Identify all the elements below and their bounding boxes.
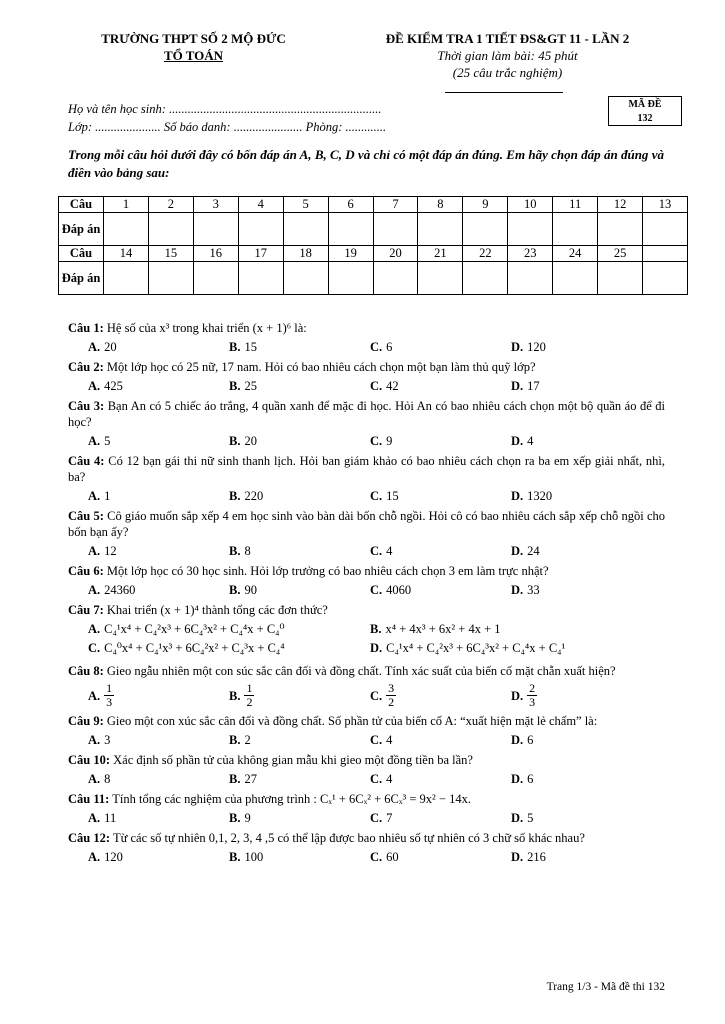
answer-cell[interactable] — [598, 213, 643, 246]
answer-cell[interactable] — [508, 213, 553, 246]
question-number-cell: 23 — [508, 246, 553, 262]
option-list — [68, 543, 665, 559]
answer-option[interactable] — [370, 433, 511, 449]
question-number-cell: 1 — [104, 197, 149, 213]
question-count: (25 câu trắc nghiệm) — [452, 65, 563, 80]
answer-option[interactable] — [88, 849, 229, 865]
option-list — [68, 771, 665, 787]
answer-option[interactable] — [229, 339, 370, 355]
option-value: 6 — [527, 733, 534, 747]
page-footer: Trang 1/3 - Mã đề thi 132 — [546, 981, 665, 993]
answer-option[interactable] — [511, 849, 652, 865]
option-value: 3 — [104, 733, 111, 747]
school-header — [66, 30, 321, 64]
answer-cell[interactable] — [553, 213, 598, 246]
question-number-cell: 15 — [148, 246, 193, 262]
option-letter: A. — [88, 811, 101, 825]
option-letter: C. — [370, 489, 383, 503]
exam-code-value: 132 — [637, 113, 653, 124]
option-letter: D. — [511, 772, 524, 786]
option-value: 9 — [244, 811, 251, 825]
exam-time: Thời gian làm bài: 45 phút — [437, 48, 578, 63]
option-value: 4060 — [386, 583, 412, 597]
option-letter: B. — [229, 772, 241, 786]
answer-cell[interactable] — [193, 262, 238, 295]
option-value: 11 — [104, 811, 117, 825]
option-value: 4 — [386, 544, 393, 558]
answer-table-number-row — [59, 246, 688, 262]
option-value: 33 — [527, 583, 540, 597]
option-letter: A. — [88, 489, 101, 503]
option-letter: A. — [88, 583, 101, 597]
option-list — [68, 849, 665, 865]
option-value: 2 — [244, 733, 251, 747]
answer-option[interactable] — [370, 732, 511, 748]
answer-cell[interactable] — [148, 262, 193, 295]
option-value: 60 — [386, 850, 399, 864]
option-value: 100 — [244, 850, 264, 864]
question-text — [68, 320, 665, 336]
option-value: 216 — [527, 850, 546, 864]
option-value: 8 — [104, 772, 111, 786]
answer-cell[interactable] — [553, 262, 598, 295]
answer-option[interactable] — [229, 433, 370, 449]
question-number-cell: 22 — [463, 246, 508, 262]
question-number-cell: 14 — [104, 246, 149, 262]
question-text — [68, 713, 665, 729]
answer-table-answer-row — [59, 262, 688, 295]
answer-option[interactable] — [511, 732, 652, 748]
option-fraction — [527, 682, 537, 709]
question-number-cell: 17 — [238, 246, 283, 262]
option-letter: D. — [511, 379, 524, 393]
option-value: 9 — [386, 434, 393, 448]
question-text — [68, 508, 665, 540]
question-label: Câu 1: — [68, 321, 104, 335]
option-letter: A. — [88, 622, 101, 636]
option-letter: C. — [370, 733, 383, 747]
header-divider — [445, 92, 563, 93]
question — [68, 359, 665, 394]
answer-option[interactable] — [88, 682, 229, 709]
option-value: 12 — [104, 544, 117, 558]
question-text — [68, 752, 665, 768]
fraction-numerator: 1 — [106, 681, 113, 695]
question-label: Câu 10: — [68, 753, 111, 767]
option-letter: D. — [511, 850, 524, 864]
question-body: Xác định số phần tử của không gian mẫu khi gieo một đồng tiền ba lần? — [113, 753, 473, 767]
option-letter: D. — [370, 641, 383, 655]
question-label: Câu 3: — [68, 399, 105, 413]
option-letter: B. — [229, 733, 241, 747]
question-body: Bạn An có 5 chiếc áo trắng, 4 quần xanh để mặc đi học. Hỏi An có bao nhiêu cách chọn một bộ quần áo để đi học? — [68, 399, 665, 429]
answer-cell[interactable] — [283, 213, 328, 246]
exam-code-label: MÃ ĐỀ — [628, 99, 662, 110]
answer-option[interactable] — [88, 378, 229, 394]
option-value: 27 — [244, 772, 257, 786]
answer-option[interactable] — [229, 810, 370, 826]
answer-option[interactable] — [511, 582, 652, 598]
option-list — [68, 488, 665, 504]
option-value: 17 — [527, 379, 540, 393]
option-list — [68, 582, 665, 598]
answer-option[interactable] — [370, 378, 511, 394]
question-label: Câu 7: — [68, 603, 104, 617]
option-value: 15 — [386, 489, 399, 503]
option-value: 20 — [104, 340, 117, 354]
question-number-cell: 19 — [328, 246, 373, 262]
option-letter: B. — [229, 489, 241, 503]
question-number-cell: 3 — [193, 197, 238, 213]
answer-cell[interactable] — [418, 213, 463, 246]
answer-option[interactable] — [88, 488, 229, 504]
school-name: TRƯỜNG THPT SỐ 2 MỘ ĐỨC — [101, 31, 286, 46]
answer-option[interactable] — [88, 810, 229, 826]
option-letter: B. — [229, 811, 241, 825]
option-list — [68, 621, 665, 659]
option-letter: C. — [370, 544, 383, 558]
answer-option[interactable] — [370, 621, 652, 637]
option-value: 7 — [386, 811, 393, 825]
answer-option[interactable] — [229, 682, 370, 709]
question-label: Câu 11: — [68, 792, 110, 806]
question-text — [68, 398, 665, 430]
option-letter: A. — [88, 544, 101, 558]
exam-title: ĐỀ KIỂM TRA 1 TIẾT ĐS&GT 11 - LẦN 2 — [385, 31, 630, 46]
option-value: 5 — [527, 811, 534, 825]
answer-option[interactable] — [88, 582, 229, 598]
answer-cell[interactable] — [508, 262, 553, 295]
answer-cell[interactable] — [418, 262, 463, 295]
option-value: 8 — [244, 544, 251, 558]
option-value: 24360 — [104, 583, 136, 597]
option-row — [88, 621, 665, 637]
question-number-cell — [643, 246, 688, 262]
option-letter: C. — [88, 641, 101, 655]
question — [68, 791, 665, 826]
answer-option[interactable] — [511, 433, 652, 449]
class-id-room-line: Lớp: ..................... Số báo danh: ...................... Phòng: ............. — [68, 120, 387, 134]
answer-option[interactable] — [511, 810, 652, 826]
answer-option[interactable] — [88, 339, 229, 355]
option-value: 4 — [527, 434, 534, 448]
question-number-cell: 24 — [553, 246, 598, 262]
answer-label-cell: Đáp án — [59, 262, 104, 295]
option-letter: C. — [370, 688, 383, 703]
question — [68, 663, 665, 709]
answer-cell[interactable] — [148, 213, 193, 246]
option-value: x⁴ + 4x³ + 6x² + 4x + 1 — [385, 622, 501, 636]
question-text — [68, 602, 665, 618]
fraction-denominator: 2 — [246, 695, 253, 709]
answer-option[interactable] — [370, 339, 511, 355]
option-letter: A. — [88, 733, 101, 747]
option-value: 120 — [104, 850, 123, 864]
answer-cell[interactable] — [193, 213, 238, 246]
option-value: 6 — [527, 772, 534, 786]
option-letter: A. — [88, 340, 101, 354]
option-letter: B. — [229, 583, 241, 597]
answer-cell[interactable] — [598, 262, 643, 295]
question-body: Khai triển (x + 1)⁴ thành tổng các đơn thức? — [106, 603, 328, 617]
option-letter: A. — [88, 434, 101, 448]
answer-label-cell: Đáp án — [59, 213, 104, 246]
question-number-cell: 13 — [643, 197, 688, 213]
question-number-cell: 21 — [418, 246, 463, 262]
option-value: 24 — [527, 544, 540, 558]
option-letter: B. — [229, 379, 241, 393]
option-value: 5 — [104, 434, 111, 448]
option-list — [68, 433, 665, 449]
question-body: Từ các số tự nhiên 0,1, 2, 3, 4 ,5 có thể lập được bao nhiêu số tự nhiên có 3 chữ số khác nhau? — [112, 831, 585, 845]
answer-cell[interactable] — [373, 213, 418, 246]
question-number-cell: 8 — [418, 197, 463, 213]
question-number-cell: 4 — [238, 197, 283, 213]
option-list — [68, 378, 665, 394]
option-letter: C. — [370, 583, 383, 597]
answer-option[interactable] — [370, 810, 511, 826]
question — [68, 398, 665, 449]
question — [68, 602, 665, 659]
option-letter: C. — [370, 772, 383, 786]
option-letter: B. — [229, 434, 241, 448]
option-row — [88, 640, 665, 656]
option-letter: B. — [229, 340, 241, 354]
option-value: 90 — [244, 583, 257, 597]
question-number-cell: 10 — [508, 197, 553, 213]
department-name: TỔ TOÁN — [163, 48, 224, 63]
question — [68, 713, 665, 748]
option-letter: D. — [511, 811, 524, 825]
answer-option[interactable] — [229, 488, 370, 504]
answer-option[interactable] — [511, 771, 652, 787]
fraction-denominator: 2 — [388, 695, 395, 709]
option-fraction — [104, 682, 114, 709]
answer-option[interactable] — [88, 543, 229, 559]
option-letter: D. — [511, 489, 524, 503]
question-number-cell: 18 — [283, 246, 328, 262]
answer-table-number-row — [59, 197, 688, 213]
question-number-cell: 7 — [373, 197, 418, 213]
fraction-denominator: 3 — [106, 695, 113, 709]
option-letter: C. — [370, 811, 383, 825]
option-list — [68, 810, 665, 826]
question-text — [68, 563, 665, 579]
option-letter: D. — [511, 733, 524, 747]
answer-option[interactable] — [370, 682, 511, 709]
option-letter: D. — [511, 583, 524, 597]
question-label: Câu 2: — [68, 360, 104, 374]
question-body: Tính tổng các nghiệm của phương trình : Cₓ¹ + 6Cₓ² + 6Cₓ³ = 9x² − 14x. — [112, 792, 471, 806]
answer-cell[interactable] — [328, 213, 373, 246]
option-letter: C. — [370, 340, 383, 354]
answer-table — [58, 196, 688, 295]
option-value: 4 — [386, 733, 393, 747]
option-value: 1 — [104, 489, 111, 503]
question-number-cell: 2 — [148, 197, 193, 213]
answer-option[interactable] — [370, 543, 511, 559]
option-value: C₄⁰x⁴ + C₄¹x³ + 6C₄²x² + C₄³x + C₄⁴ — [104, 641, 285, 655]
question-label-cell: Câu — [59, 197, 104, 213]
question-label: Câu 12: — [68, 831, 111, 845]
student-name-line: Họ và tên học sinh: .................................................................... — [68, 102, 382, 116]
question — [68, 563, 665, 598]
option-value: 20 — [244, 434, 257, 448]
option-value: 220 — [244, 489, 264, 503]
question — [68, 320, 665, 355]
answer-option[interactable] — [511, 543, 652, 559]
option-letter: C. — [370, 434, 383, 448]
question-number-cell: 16 — [193, 246, 238, 262]
question-number-cell: 12 — [598, 197, 643, 213]
option-value: 15 — [244, 340, 257, 354]
question — [68, 830, 665, 865]
answer-option[interactable] — [229, 732, 370, 748]
answer-option[interactable] — [88, 732, 229, 748]
option-letter: A. — [88, 772, 101, 786]
option-value: 425 — [104, 379, 123, 393]
option-letter: B. — [229, 544, 241, 558]
question-number-cell: 11 — [553, 197, 598, 213]
answer-option[interactable] — [229, 849, 370, 865]
answer-cell[interactable] — [283, 262, 328, 295]
question-text — [68, 663, 665, 679]
question-body: Gieo một con xúc sắc cân đối và đồng chất. Số phần tử của biến cố A: “xuất hiện mặt lẻ chấm” là: — [106, 714, 598, 728]
option-fraction — [386, 682, 396, 709]
answer-option[interactable] — [88, 771, 229, 787]
option-value: 4 — [386, 772, 393, 786]
question-number-cell: 20 — [373, 246, 418, 262]
answer-cell[interactable] — [373, 262, 418, 295]
option-list — [68, 732, 665, 748]
question-text — [68, 791, 665, 807]
answer-option[interactable] — [511, 339, 652, 355]
exam-header — [345, 30, 670, 81]
question-body: Một lớp học có 25 nữ, 17 nam. Hỏi có bao nhiêu cách chọn một bạn làm thủ quỹ lớp? — [106, 360, 536, 374]
answer-option[interactable] — [370, 640, 652, 656]
option-value: C₄¹x⁴ + C₄²x³ + 6C₄³x² + C₄⁴x + C₄¹ — [386, 641, 566, 655]
option-letter: A. — [88, 688, 101, 703]
question-text — [68, 830, 665, 846]
question — [68, 508, 665, 559]
student-info — [68, 100, 386, 136]
answer-option[interactable] — [88, 640, 370, 656]
fraction-numerator: 1 — [246, 681, 253, 695]
question — [68, 453, 665, 504]
question-body: Cô giáo muốn sắp xếp 4 em học sinh vào bàn dài bốn chỗ ngồi. Hỏi cô có bao nhiêu cách sắp xếp chỗ ngồi cho bốn bạn ấy? — [68, 509, 665, 539]
answer-option[interactable] — [370, 488, 511, 504]
answer-cell[interactable] — [238, 262, 283, 295]
answer-option[interactable] — [229, 543, 370, 559]
fraction-numerator: 3 — [388, 681, 395, 695]
instructions: Trong mỗi câu hỏi dưới đây có bốn đáp án A, B, C, D và chỉ có một đáp án đúng. Em hãy chọn đáp án đúng và điền vào bảng sau: — [68, 147, 664, 180]
option-value: 6 — [386, 340, 393, 354]
option-value: 120 — [527, 340, 546, 354]
answer-cell[interactable] — [643, 213, 688, 246]
question-body: Có 12 bạn gái thi nữ sinh thanh lịch. Hỏi ban giám khảo có bao nhiêu cách chọn ra ba em xếp giải nhất, nhì, ba? — [68, 454, 665, 484]
option-value: 42 — [386, 379, 399, 393]
answer-cell[interactable] — [328, 262, 373, 295]
answer-option[interactable] — [88, 621, 370, 637]
question — [68, 752, 665, 787]
answer-option[interactable] — [88, 433, 229, 449]
option-letter: D. — [511, 544, 524, 558]
question-number-cell: 9 — [463, 197, 508, 213]
option-letter: B. — [229, 850, 241, 864]
question-label: Câu 9: — [68, 714, 104, 728]
option-value: C₄¹x⁴ + C₄²x³ + 6C₄³x² + C₄⁴x + C₄⁰ — [104, 622, 285, 636]
answer-option[interactable] — [229, 771, 370, 787]
answer-option[interactable] — [511, 378, 652, 394]
option-value: 1320 — [527, 489, 553, 503]
question-number-cell: 6 — [328, 197, 373, 213]
question-body: Một lớp học có 30 học sinh. Hỏi lớp trưởng có bao nhiêu cách chọn 3 em làm trực nhật? — [106, 564, 549, 578]
answer-cell[interactable] — [104, 262, 149, 295]
question-body: Gieo ngẫu nhiên một con súc sắc cân đối và đồng chất. Tính xác suất của biến cố mặt chẵn xuất hiện? — [106, 664, 616, 678]
answer-cell[interactable] — [463, 262, 508, 295]
answer-cell[interactable] — [238, 213, 283, 246]
option-letter: A. — [88, 850, 101, 864]
option-letter: A. — [88, 379, 101, 393]
question-number-cell: 25 — [598, 246, 643, 262]
option-fraction — [244, 682, 254, 709]
answer-option[interactable] — [229, 378, 370, 394]
option-letter: D. — [511, 434, 524, 448]
option-letter: B. — [370, 622, 382, 636]
question-list — [68, 320, 665, 869]
question-text — [68, 359, 665, 375]
question-number-cell: 5 — [283, 197, 328, 213]
answer-option[interactable] — [511, 488, 652, 504]
answer-option[interactable] — [511, 682, 652, 709]
question-label: Câu 8: — [68, 664, 104, 678]
question-body: Hệ số của x³ trong khai triển (x + 1)⁶ là: — [106, 321, 307, 335]
option-letter: C. — [370, 379, 383, 393]
question-label: Câu 5: — [68, 509, 104, 523]
option-list — [68, 339, 665, 355]
question-label: Câu 4: — [68, 454, 105, 468]
fraction-numerator: 2 — [529, 681, 536, 695]
option-letter: D. — [511, 688, 524, 703]
fraction-denominator: 3 — [529, 695, 536, 709]
option-value: 25 — [244, 379, 257, 393]
answer-cell[interactable] — [463, 213, 508, 246]
exam-code-box — [608, 96, 682, 126]
answer-cell[interactable] — [643, 262, 688, 295]
question-label-cell: Câu — [59, 246, 104, 262]
option-list — [68, 682, 665, 709]
answer-option[interactable] — [229, 582, 370, 598]
question-label: Câu 6: — [68, 564, 104, 578]
option-letter: C. — [370, 850, 383, 864]
answer-table-answer-row — [59, 213, 688, 246]
option-letter: B. — [229, 688, 241, 703]
answer-option[interactable] — [370, 771, 511, 787]
answer-option[interactable] — [370, 849, 511, 865]
answer-option[interactable] — [370, 582, 511, 598]
answer-cell[interactable] — [104, 213, 149, 246]
option-letter: D. — [511, 340, 524, 354]
question-text — [68, 453, 665, 485]
